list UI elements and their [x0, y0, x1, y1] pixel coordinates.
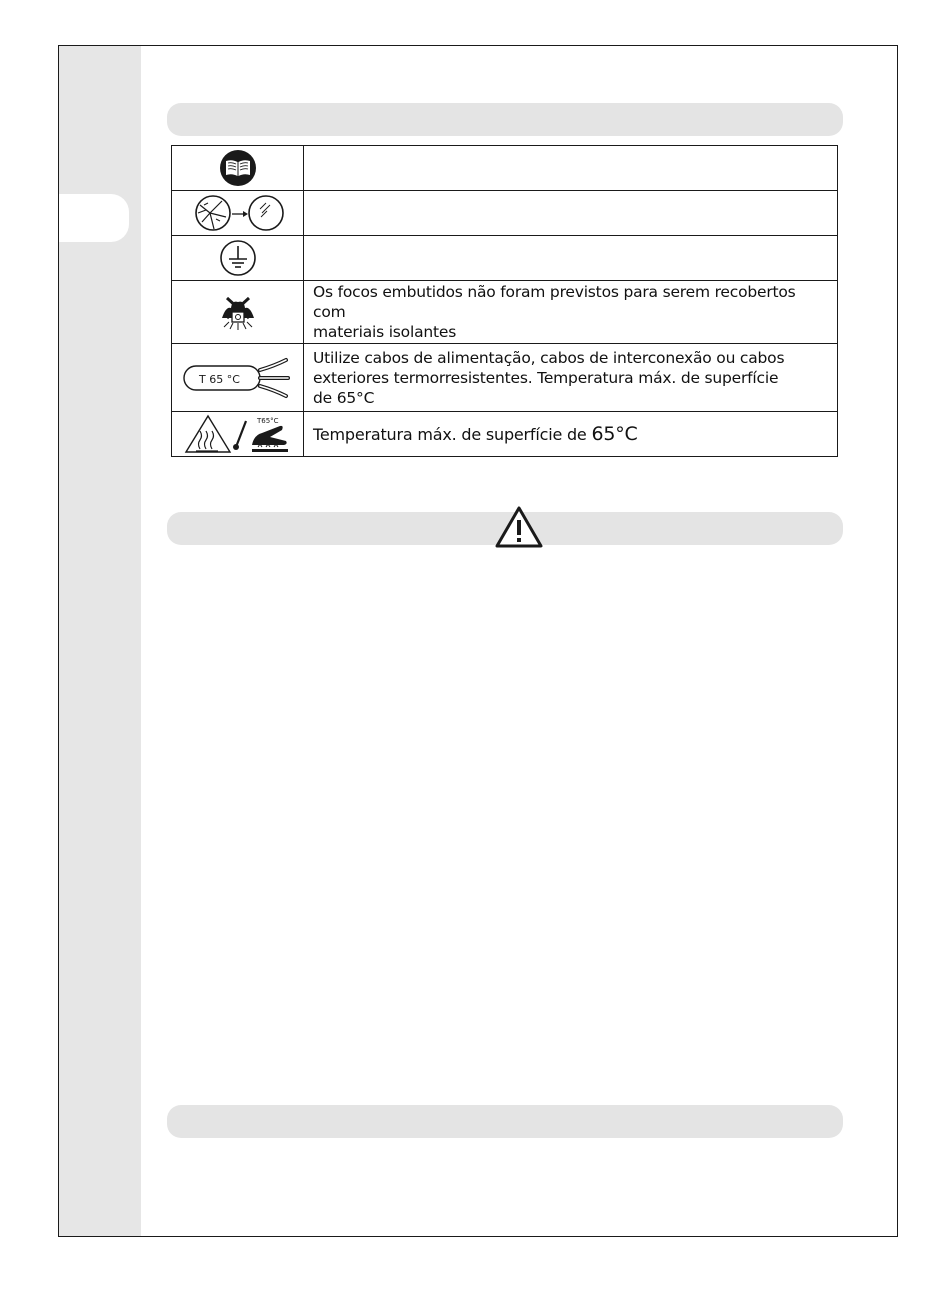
- text-cell: [304, 344, 838, 412]
- text-cell: [304, 191, 838, 236]
- warning-triangle-icon: [494, 505, 544, 549]
- recessed-light-no-insulation-icon: [218, 292, 258, 332]
- text-line: materiais isolantes: [313, 323, 457, 341]
- table-row: [172, 236, 838, 281]
- cable-label: T 65 °C: [198, 372, 240, 386]
- side-tab: [59, 194, 129, 242]
- heat-resistant-cable-icon: [182, 356, 294, 400]
- section-bar-symbols: [167, 103, 843, 136]
- table-row: [172, 412, 838, 457]
- icon-cell: [172, 146, 304, 191]
- table-row: [172, 191, 838, 236]
- icon-cell: [172, 281, 304, 344]
- section-bar-bottom: [167, 1105, 843, 1138]
- page-frame: [58, 45, 898, 1237]
- earth-ground-icon: [218, 238, 258, 278]
- text-cell: [304, 412, 838, 457]
- section-bar-warnings: [167, 512, 843, 545]
- table-row: [172, 281, 838, 344]
- icon-cell: [172, 344, 304, 412]
- text-line: Os focos embutidos não foram previstos para serem recobertos com: [313, 283, 796, 321]
- text-line: Utilize cabos de alimentação, cabos de interconexão ou cabos: [313, 348, 785, 367]
- symbols-table: [171, 145, 838, 457]
- side-strip: [59, 46, 141, 1236]
- text-cell: [304, 146, 838, 191]
- read-manual-icon: [218, 148, 258, 188]
- icon-cell: [172, 191, 304, 236]
- table-row: [172, 344, 838, 412]
- text-line: exteriores termorresistentes. Temperatura máx. de superfície: [313, 368, 779, 387]
- replace-cracked-glass-icon: [188, 193, 288, 233]
- text-cell: [304, 281, 838, 344]
- icon-cell: [172, 412, 304, 457]
- hand-label: T65°C: [256, 417, 279, 425]
- hot-surface-icon: [182, 413, 294, 455]
- text-cell: [304, 236, 838, 281]
- temperature-text: Temperatura máx. de superfície de: [313, 424, 592, 444]
- temperature-value: 65°C: [591, 422, 638, 445]
- text-line: de 65°C: [313, 388, 375, 407]
- icon-cell: [172, 236, 304, 281]
- table-row: [172, 146, 838, 191]
